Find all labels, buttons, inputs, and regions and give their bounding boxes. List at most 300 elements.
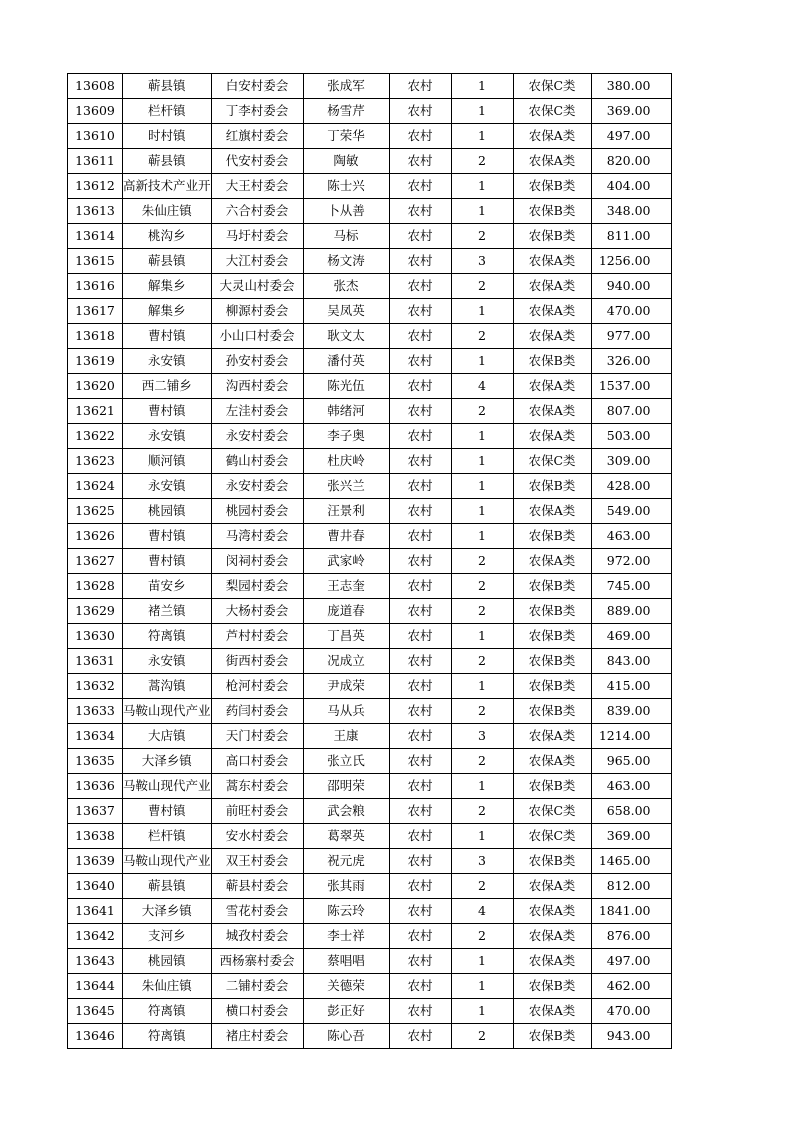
insurance-category-cell: 农保A类	[513, 499, 591, 524]
residence-type-cell: 农村	[389, 199, 451, 224]
village-committee-cell: 左洼村委会	[211, 399, 303, 424]
person-name-cell: 张成军	[303, 74, 389, 99]
township-cell: 马鞍山现代产业	[123, 849, 212, 874]
amount-cell: 369.00	[591, 99, 671, 124]
table-row	[68, 849, 672, 874]
township-cell: 曹村镇	[123, 524, 212, 549]
township-cell: 顺河镇	[123, 449, 212, 474]
village-committee-cell: 孙安村委会	[211, 349, 303, 374]
village-committee-cell: 代安村委会	[211, 149, 303, 174]
residence-type-cell: 农村	[389, 774, 451, 799]
household-count-cell: 3	[451, 724, 513, 749]
residence-type-cell: 农村	[389, 699, 451, 724]
household-count-cell: 1	[451, 999, 513, 1024]
record-number-cell: 13640	[68, 874, 123, 899]
person-name-cell: 丁昌英	[303, 624, 389, 649]
township-cell: 支河乡	[123, 924, 212, 949]
person-name-cell: 彭正好	[303, 999, 389, 1024]
record-number-cell: 13638	[68, 824, 123, 849]
amount-cell: 1841.00	[591, 899, 671, 924]
person-name-cell: 卜从善	[303, 199, 389, 224]
township-cell: 曹村镇	[123, 324, 212, 349]
person-name-cell: 张其雨	[303, 874, 389, 899]
table-row	[68, 624, 672, 649]
table-row	[68, 999, 672, 1024]
residence-type-cell: 农村	[389, 399, 451, 424]
person-name-cell: 葛翠英	[303, 824, 389, 849]
residence-type-cell: 农村	[389, 149, 451, 174]
residence-type-cell: 农村	[389, 274, 451, 299]
person-name-cell: 陈光伍	[303, 374, 389, 399]
household-count-cell: 1	[451, 824, 513, 849]
village-committee-cell: 雪花村委会	[211, 899, 303, 924]
village-committee-cell: 芦村村委会	[211, 624, 303, 649]
table-row	[68, 374, 672, 399]
household-count-cell: 4	[451, 374, 513, 399]
insurance-category-cell: 农保B类	[513, 849, 591, 874]
table-row	[68, 424, 672, 449]
person-name-cell: 杨文涛	[303, 249, 389, 274]
household-count-cell: 2	[451, 549, 513, 574]
insurance-category-cell: 农保A类	[513, 424, 591, 449]
person-name-cell: 马从兵	[303, 699, 389, 724]
table-row	[68, 1024, 672, 1049]
insurance-category-cell: 农保B类	[513, 224, 591, 249]
amount-cell: 369.00	[591, 824, 671, 849]
table-row	[68, 574, 672, 599]
insurance-category-cell: 农保B类	[513, 624, 591, 649]
person-name-cell: 关德荣	[303, 974, 389, 999]
amount-cell: 940.00	[591, 274, 671, 299]
village-committee-cell: 城孜村委会	[211, 924, 303, 949]
village-committee-cell: 大王村委会	[211, 174, 303, 199]
village-committee-cell: 永安村委会	[211, 474, 303, 499]
township-cell: 永安镇	[123, 424, 212, 449]
amount-cell: 463.00	[591, 774, 671, 799]
household-count-cell: 2	[451, 224, 513, 249]
residence-type-cell: 农村	[389, 824, 451, 849]
household-count-cell: 2	[451, 924, 513, 949]
residence-type-cell: 农村	[389, 74, 451, 99]
household-count-cell: 1	[451, 674, 513, 699]
township-cell: 符离镇	[123, 624, 212, 649]
record-number-cell: 13635	[68, 749, 123, 774]
village-committee-cell: 蕲县村委会	[211, 874, 303, 899]
township-cell: 桃沟乡	[123, 224, 212, 249]
village-committee-cell: 闵祠村委会	[211, 549, 303, 574]
residence-type-cell: 农村	[389, 249, 451, 274]
household-count-cell: 3	[451, 249, 513, 274]
village-committee-cell: 红旗村委会	[211, 124, 303, 149]
village-committee-cell: 西杨寨村委会	[211, 949, 303, 974]
household-count-cell: 2	[451, 799, 513, 824]
insurance-category-cell: 农保C类	[513, 74, 591, 99]
residence-type-cell: 农村	[389, 299, 451, 324]
record-number-cell: 13610	[68, 124, 123, 149]
residence-type-cell: 农村	[389, 799, 451, 824]
record-number-cell: 13642	[68, 924, 123, 949]
residence-type-cell: 农村	[389, 349, 451, 374]
table-row	[68, 199, 672, 224]
insurance-category-cell: 农保A类	[513, 124, 591, 149]
table-row	[68, 274, 672, 299]
residence-type-cell: 农村	[389, 974, 451, 999]
amount-cell: 470.00	[591, 999, 671, 1024]
record-number-cell: 13616	[68, 274, 123, 299]
township-cell: 马鞍山现代产业	[123, 774, 212, 799]
record-number-cell: 13634	[68, 724, 123, 749]
table-row	[68, 99, 672, 124]
amount-cell: 843.00	[591, 649, 671, 674]
insurance-category-cell: 农保B类	[513, 699, 591, 724]
amount-cell: 876.00	[591, 924, 671, 949]
amount-cell: 497.00	[591, 949, 671, 974]
village-committee-cell: 小山口村委会	[211, 324, 303, 349]
record-number-cell: 13612	[68, 174, 123, 199]
table-row	[68, 599, 672, 624]
table-row	[68, 399, 672, 424]
insurance-category-cell: 农保A类	[513, 149, 591, 174]
residence-type-cell: 农村	[389, 424, 451, 449]
person-name-cell: 杜庆岭	[303, 449, 389, 474]
table-row	[68, 549, 672, 574]
record-number-cell: 13622	[68, 424, 123, 449]
table-row	[68, 174, 672, 199]
record-number-cell: 13625	[68, 499, 123, 524]
record-number-cell: 13617	[68, 299, 123, 324]
residence-type-cell: 农村	[389, 649, 451, 674]
township-cell: 蒿沟镇	[123, 674, 212, 699]
insurance-category-cell: 农保C类	[513, 449, 591, 474]
person-name-cell: 吴凤英	[303, 299, 389, 324]
amount-cell: 549.00	[591, 499, 671, 524]
village-committee-cell: 丁李村委会	[211, 99, 303, 124]
village-committee-cell: 大灵山村委会	[211, 274, 303, 299]
amount-cell: 889.00	[591, 599, 671, 624]
township-cell: 永安镇	[123, 349, 212, 374]
village-committee-cell: 永安村委会	[211, 424, 303, 449]
household-count-cell: 2	[451, 874, 513, 899]
person-name-cell: 潘付英	[303, 349, 389, 374]
village-committee-cell: 街西村委会	[211, 649, 303, 674]
insurance-category-cell: 农保B类	[513, 474, 591, 499]
record-number-cell: 13627	[68, 549, 123, 574]
household-count-cell: 1	[451, 499, 513, 524]
household-count-cell: 2	[451, 699, 513, 724]
household-count-cell: 1	[451, 99, 513, 124]
table-row	[68, 724, 672, 749]
household-count-cell: 4	[451, 899, 513, 924]
insurance-category-cell: 农保B类	[513, 674, 591, 699]
village-committee-cell: 二铺村委会	[211, 974, 303, 999]
household-count-cell: 2	[451, 599, 513, 624]
record-number-cell: 13643	[68, 949, 123, 974]
person-name-cell: 王志奎	[303, 574, 389, 599]
person-name-cell: 张立氏	[303, 749, 389, 774]
household-count-cell: 1	[451, 474, 513, 499]
person-name-cell: 邵明荣	[303, 774, 389, 799]
residence-type-cell: 农村	[389, 749, 451, 774]
person-name-cell: 耿文太	[303, 324, 389, 349]
record-number-cell: 13631	[68, 649, 123, 674]
table-row	[68, 524, 672, 549]
insurance-category-cell: 农保A类	[513, 899, 591, 924]
township-cell: 蕲县镇	[123, 74, 212, 99]
record-number-cell: 13645	[68, 999, 123, 1024]
record-number-cell: 13620	[68, 374, 123, 399]
village-committee-cell: 马圩村委会	[211, 224, 303, 249]
village-committee-cell: 大江村委会	[211, 249, 303, 274]
amount-cell: 839.00	[591, 699, 671, 724]
township-cell: 蕲县镇	[123, 149, 212, 174]
amount-cell: 404.00	[591, 174, 671, 199]
record-number-cell: 13636	[68, 774, 123, 799]
village-committee-cell: 大杨村委会	[211, 599, 303, 624]
township-cell: 时村镇	[123, 124, 212, 149]
township-cell: 朱仙庄镇	[123, 974, 212, 999]
residence-type-cell: 农村	[389, 549, 451, 574]
residence-type-cell: 农村	[389, 949, 451, 974]
village-committee-cell: 前旺村委会	[211, 799, 303, 824]
township-cell: 褚兰镇	[123, 599, 212, 624]
person-name-cell: 汪景利	[303, 499, 389, 524]
amount-cell: 811.00	[591, 224, 671, 249]
table-body	[68, 74, 672, 1049]
village-committee-cell: 白安村委会	[211, 74, 303, 99]
table-row	[68, 224, 672, 249]
person-name-cell: 张杰	[303, 274, 389, 299]
person-name-cell: 马标	[303, 224, 389, 249]
township-cell: 桃园镇	[123, 499, 212, 524]
household-count-cell: 1	[451, 299, 513, 324]
township-cell: 符离镇	[123, 1024, 212, 1049]
residence-type-cell: 农村	[389, 999, 451, 1024]
residence-type-cell: 农村	[389, 674, 451, 699]
township-cell: 曹村镇	[123, 549, 212, 574]
table-row	[68, 874, 672, 899]
village-committee-cell: 天门村委会	[211, 724, 303, 749]
amount-cell: 807.00	[591, 399, 671, 424]
township-cell: 大泽乡镇	[123, 749, 212, 774]
residence-type-cell: 农村	[389, 474, 451, 499]
insurance-category-cell: 农保B类	[513, 524, 591, 549]
amount-cell: 380.00	[591, 74, 671, 99]
insurance-category-cell: 农保A类	[513, 949, 591, 974]
household-count-cell: 2	[451, 574, 513, 599]
insurance-category-cell: 农保B类	[513, 774, 591, 799]
amount-cell: 463.00	[591, 524, 671, 549]
village-committee-cell: 梨园村委会	[211, 574, 303, 599]
household-count-cell: 1	[451, 124, 513, 149]
residence-type-cell: 农村	[389, 899, 451, 924]
household-count-cell: 2	[451, 649, 513, 674]
residence-type-cell: 农村	[389, 574, 451, 599]
household-count-cell: 1	[451, 74, 513, 99]
table-row	[68, 824, 672, 849]
residence-type-cell: 农村	[389, 1024, 451, 1049]
amount-cell: 812.00	[591, 874, 671, 899]
record-number-cell: 13646	[68, 1024, 123, 1049]
insurance-category-cell: 农保B类	[513, 349, 591, 374]
person-name-cell: 庞道春	[303, 599, 389, 624]
data-table	[67, 73, 672, 1049]
township-cell: 马鞍山现代产业	[123, 699, 212, 724]
record-number-cell: 13644	[68, 974, 123, 999]
person-name-cell: 王康	[303, 724, 389, 749]
residence-type-cell: 农村	[389, 524, 451, 549]
village-committee-cell: 马湾村委会	[211, 524, 303, 549]
table-row	[68, 449, 672, 474]
table-row	[68, 799, 672, 824]
record-number-cell: 13609	[68, 99, 123, 124]
amount-cell: 965.00	[591, 749, 671, 774]
table-row	[68, 899, 672, 924]
table-row	[68, 124, 672, 149]
amount-cell: 415.00	[591, 674, 671, 699]
record-number-cell: 13632	[68, 674, 123, 699]
amount-cell: 470.00	[591, 299, 671, 324]
township-cell: 大泽乡镇	[123, 899, 212, 924]
township-cell: 曹村镇	[123, 399, 212, 424]
amount-cell: 658.00	[591, 799, 671, 824]
village-committee-cell: 柳源村委会	[211, 299, 303, 324]
household-count-cell: 1	[451, 424, 513, 449]
record-number-cell: 13615	[68, 249, 123, 274]
amount-cell: 1214.00	[591, 724, 671, 749]
residence-type-cell: 农村	[389, 99, 451, 124]
table-row	[68, 674, 672, 699]
insurance-category-cell: 农保A类	[513, 374, 591, 399]
amount-cell: 503.00	[591, 424, 671, 449]
person-name-cell: 丁荣华	[303, 124, 389, 149]
record-number-cell: 13624	[68, 474, 123, 499]
insurance-category-cell: 农保B类	[513, 649, 591, 674]
person-name-cell: 祝元虎	[303, 849, 389, 874]
household-count-cell: 2	[451, 274, 513, 299]
insurance-category-cell: 农保B类	[513, 974, 591, 999]
village-committee-cell: 蒿东村委会	[211, 774, 303, 799]
township-cell: 栏杆镇	[123, 99, 212, 124]
amount-cell: 309.00	[591, 449, 671, 474]
amount-cell: 820.00	[591, 149, 671, 174]
table-row	[68, 349, 672, 374]
person-name-cell: 武会粮	[303, 799, 389, 824]
household-count-cell: 1	[451, 524, 513, 549]
village-committee-cell: 沟西村委会	[211, 374, 303, 399]
township-cell: 朱仙庄镇	[123, 199, 212, 224]
record-number-cell: 13621	[68, 399, 123, 424]
amount-cell: 1465.00	[591, 849, 671, 874]
person-name-cell: 韩绪河	[303, 399, 389, 424]
township-cell: 曹村镇	[123, 799, 212, 824]
township-cell: 解集乡	[123, 274, 212, 299]
table-row	[68, 699, 672, 724]
residence-type-cell: 农村	[389, 624, 451, 649]
household-count-cell: 2	[451, 399, 513, 424]
amount-cell: 428.00	[591, 474, 671, 499]
person-name-cell: 陈心吾	[303, 1024, 389, 1049]
village-committee-cell: 高口村委会	[211, 749, 303, 774]
table-row	[68, 649, 672, 674]
village-committee-cell: 药闫村委会	[211, 699, 303, 724]
household-count-cell: 3	[451, 849, 513, 874]
person-name-cell: 李子奥	[303, 424, 389, 449]
amount-cell: 348.00	[591, 199, 671, 224]
amount-cell: 497.00	[591, 124, 671, 149]
table-row	[68, 749, 672, 774]
residence-type-cell: 农村	[389, 324, 451, 349]
township-cell: 蕲县镇	[123, 874, 212, 899]
insurance-category-cell: 农保A类	[513, 549, 591, 574]
record-number-cell: 13628	[68, 574, 123, 599]
insurance-category-cell: 农保C类	[513, 824, 591, 849]
record-number-cell: 13613	[68, 199, 123, 224]
township-cell: 大店镇	[123, 724, 212, 749]
township-cell: 解集乡	[123, 299, 212, 324]
table-row	[68, 774, 672, 799]
table-row	[68, 924, 672, 949]
record-number-cell: 13614	[68, 224, 123, 249]
amount-cell: 977.00	[591, 324, 671, 349]
table-row	[68, 249, 672, 274]
township-cell: 符离镇	[123, 999, 212, 1024]
record-number-cell: 13611	[68, 149, 123, 174]
household-count-cell: 1	[451, 174, 513, 199]
person-name-cell: 武家岭	[303, 549, 389, 574]
amount-cell: 1537.00	[591, 374, 671, 399]
insurance-category-cell: 农保A类	[513, 874, 591, 899]
record-number-cell: 13629	[68, 599, 123, 624]
insurance-category-cell: 农保A类	[513, 749, 591, 774]
person-name-cell: 尹成荣	[303, 674, 389, 699]
person-name-cell: 李士祥	[303, 924, 389, 949]
person-name-cell: 陈士兴	[303, 174, 389, 199]
household-count-cell: 1	[451, 349, 513, 374]
residence-type-cell: 农村	[389, 849, 451, 874]
residence-type-cell: 农村	[389, 449, 451, 474]
village-committee-cell: 枪河村委会	[211, 674, 303, 699]
village-committee-cell: 褚庄村委会	[211, 1024, 303, 1049]
amount-cell: 972.00	[591, 549, 671, 574]
record-number-cell: 13618	[68, 324, 123, 349]
table-row	[68, 474, 672, 499]
record-number-cell: 13623	[68, 449, 123, 474]
person-name-cell: 陶敏	[303, 149, 389, 174]
residence-type-cell: 农村	[389, 924, 451, 949]
insurance-category-cell: 农保A类	[513, 724, 591, 749]
insurance-category-cell: 农保B类	[513, 1024, 591, 1049]
household-count-cell: 2	[451, 1024, 513, 1049]
person-name-cell: 杨雪芹	[303, 99, 389, 124]
village-committee-cell: 横口村委会	[211, 999, 303, 1024]
residence-type-cell: 农村	[389, 724, 451, 749]
person-name-cell: 陈云玲	[303, 899, 389, 924]
record-number-cell: 13637	[68, 799, 123, 824]
amount-cell: 1256.00	[591, 249, 671, 274]
township-cell: 高新技术产业开	[123, 174, 212, 199]
household-count-cell: 1	[451, 974, 513, 999]
insurance-category-cell: 农保C类	[513, 99, 591, 124]
village-committee-cell: 双王村委会	[211, 849, 303, 874]
village-committee-cell: 安水村委会	[211, 824, 303, 849]
record-number-cell: 13626	[68, 524, 123, 549]
person-name-cell: 曹井春	[303, 524, 389, 549]
insurance-category-cell: 农保C类	[513, 799, 591, 824]
residence-type-cell: 农村	[389, 174, 451, 199]
insurance-category-cell: 农保B类	[513, 599, 591, 624]
household-count-cell: 1	[451, 449, 513, 474]
person-name-cell: 张兴兰	[303, 474, 389, 499]
